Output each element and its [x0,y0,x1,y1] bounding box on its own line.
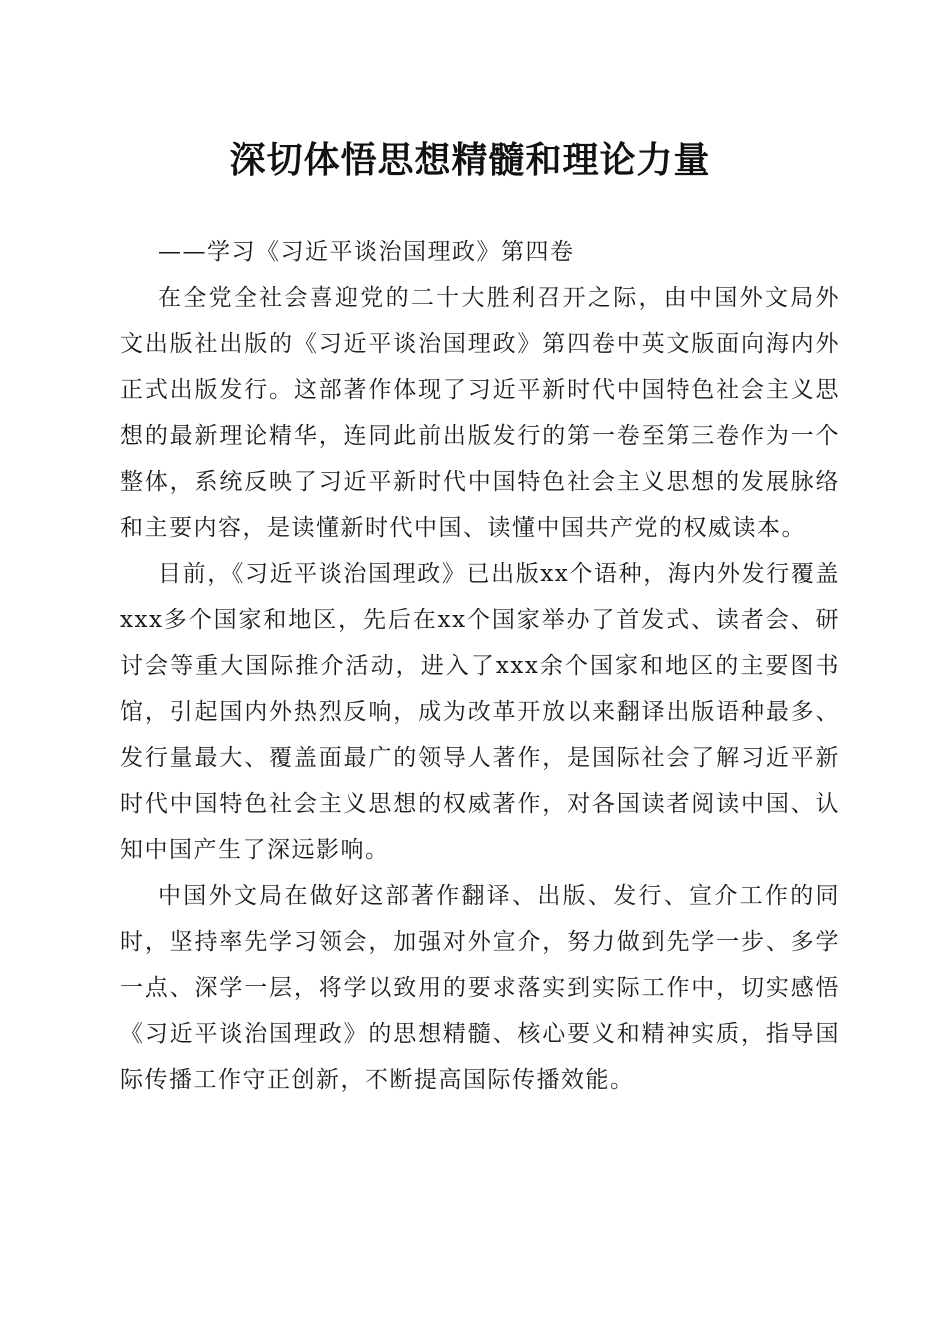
paragraph: 在全党全社会喜迎党的二十大胜利召开之际，由中国外文局外文出版社出版的《习近平谈治国理政》第四卷中英文版面向海内外正式出版发行。这部著作体现了习近平新时代中国特色社会主义思想的最新理论精华，连同此前出版发行的第一卷至第三卷作为一个整体，系统反映了习近平新时代中国特色社会主义思想的发展脉络和主要内容，是读懂新时代中国、读懂中国共产党的权威读本。 [120,285,840,541]
paragraph: 中国外文局在做好这部著作翻译、出版、发行、宣介工作的同时，坚持率先学习领会，加强对外宣介，努力做到先学一步、多学一点、深学一层，将学以致用的要求落实到实际工作中，切实感悟《习近平谈治国理政》的思想精髓、核心要义和精神实质，指导国际传播工作守正创新，不断提高国际传播效能。 [120,883,840,1093]
document-body [120,229,840,1103]
document-title: 深切体悟思想精髓和理论力量 [229,139,711,181]
paragraph: 目前，《习近平谈治国理政》已出版xx个语种，海内外发行覆盖xxx多个国家和地区，先后在xx个国家举办了首发式、读者会、研讨会等重大国际推介活动，进入了xxx余个国家和地区的主要图书馆，引起国内外热烈反响，成为改革开放以来翻译出版语种最多、发行量最大、覆盖面最广的领导人著作，是国际社会了解习近平新时代中国特色社会主义思想的权威著作，对各国读者阅读中国、认知中国产生了深远影响。 [120,561,840,863]
document-subtitle: ——学习《习近平谈治国理政》第四卷 [158,239,575,265]
